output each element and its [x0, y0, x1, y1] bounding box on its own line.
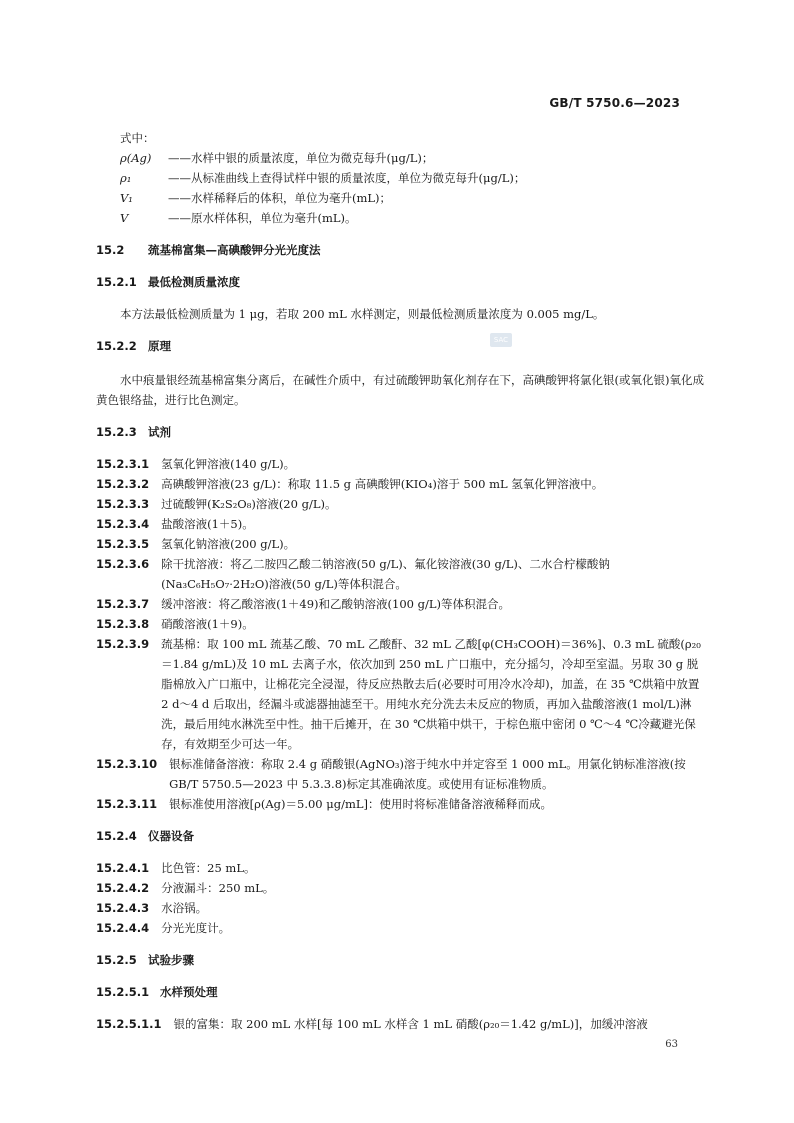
section-number: 15.2.1: [96, 275, 137, 289]
item-number: 15.2.3.6: [96, 557, 150, 571]
reagent-item: [96, 534, 708, 554]
reagent-item: [96, 554, 708, 594]
item-text: 氢氧化钾溶液(140 g/L)。: [161, 457, 296, 471]
item-number: 15.2.4.4: [96, 921, 150, 935]
section-heading-15-2-5: [96, 950, 708, 970]
reagent-item: [96, 794, 708, 814]
formula-symbol: V₁: [120, 191, 133, 205]
item-text: 比色管：25 mL。: [161, 861, 256, 875]
formula-desc: ——原水样体积，单位为毫升(mL)。: [168, 211, 357, 225]
item-number: 15.2.3.7: [96, 597, 150, 611]
equipment-item: [96, 918, 708, 938]
item-number: 15.2.3.11: [96, 797, 158, 811]
item-number: 15.2.4.2: [96, 881, 150, 895]
formula-desc: ——从标准曲线上查得试样中银的质量浓度，单位为微克每升(μg/L)；: [168, 171, 526, 185]
section-title: 巯基棉富集—高碘酸钾分光光度法: [148, 243, 321, 257]
equipment-item: [96, 878, 708, 898]
procedure-item: [96, 1014, 708, 1034]
item-number: 15.2.3.10: [96, 757, 158, 771]
item-number: 15.2.3.1: [96, 457, 150, 471]
formula-def-row: [96, 208, 708, 228]
item-number: 15.2.3.8: [96, 617, 150, 631]
item-number: 15.2.4.3: [96, 901, 150, 915]
item-text: 高碘酸钾溶液(23 g/L)：称取 11.5 g 高碘酸钾(KIO₄)溶于 500 mL 氢氧化钾溶液中。: [161, 477, 604, 491]
item-text: 盐酸溶液(1＋5)。: [161, 517, 254, 531]
formula-symbol: ρ₁: [120, 171, 132, 185]
section-heading-15-2-2: [96, 336, 708, 356]
item-number: 15.2.3.5: [96, 537, 150, 551]
reagent-item: [96, 614, 708, 634]
reagent-item: [96, 754, 708, 794]
formula-def-row: [96, 188, 708, 208]
section-number: 15.2: [96, 243, 125, 257]
item-text: 除干扰溶液：将乙二胺四乙酸二钠溶液(50 g/L)、氟化铵溶液(30 g/L)、二水合柠檬酸钠(Na₃C₆H₅O₇·2H₂O)溶液(50 g/L)等体积混合。: [161, 557, 610, 591]
item-number: 15.2.3.9: [96, 637, 150, 651]
section-number: 15.2.3: [96, 425, 137, 439]
item-text: 氢氧化钠溶液(200 g/L)。: [161, 537, 296, 551]
section-number: 15.2.4: [96, 829, 137, 843]
section-heading-15-2-3: [96, 422, 708, 442]
section-number: 15.2.5.1: [96, 985, 150, 999]
reagent-item: [96, 634, 708, 754]
item-text: 分光光度计。: [161, 921, 231, 935]
section-number: 15.2.2: [96, 339, 137, 353]
detection-limit-text: 本方法最低检测质量为 1 μg，若取 200 mL 水样测定，则最低检测质量浓度为 0.005 mg/L。: [120, 307, 605, 321]
item-text: 硝酸溶液(1＋9)。: [161, 617, 254, 631]
formula-intro: 式中：: [120, 131, 155, 145]
page-content: [96, 128, 708, 1034]
section-number: 15.2.5: [96, 953, 137, 967]
item-number: 15.2.3.3: [96, 497, 150, 511]
formula-desc: ——水样中银的质量浓度，单位为微克每升(μg/L)；: [168, 151, 434, 165]
item-text: 银标准使用溶液[ρ(Ag)＝5.00 μg/mL]：使用时将标准储备溶液稀释而成。: [169, 797, 553, 811]
watermark-logo: SAC: [490, 333, 512, 347]
standard-number: GB/T 5750.6—2023: [549, 96, 680, 110]
item-number: 15.2.3.2: [96, 477, 150, 491]
section-heading-15-2-5-1: [96, 982, 708, 1002]
reagent-item: [96, 454, 708, 474]
reagent-item: [96, 494, 708, 514]
section-heading-15-2-1: [96, 272, 708, 292]
item-text: 过硫酸钾(K₂S₂O₈)溶液(20 g/L)。: [161, 497, 337, 511]
section-title: 最低检测质量浓度: [148, 275, 240, 289]
page-number: 63: [665, 1039, 678, 1050]
section-title: 试验步骤: [148, 953, 194, 967]
principle-text: 水中痕量银经巯基棉富集分离后，在碱性介质中，有过硫酸钾助氧化剂存在下，高碘酸钾将氯化银(或氧化银)氧化成黄色银络盐，进行比色测定。: [96, 373, 704, 407]
item-number: 15.2.4.1: [96, 861, 150, 875]
reagent-item: [96, 474, 708, 494]
equipment-item: [96, 858, 708, 878]
item-text: 缓冲溶液：将乙酸溶液(1＋49)和乙酸钠溶液(100 g/L)等体积混合。: [161, 597, 510, 611]
reagent-item: [96, 514, 708, 534]
item-text: 巯基棉：取 100 mL 巯基乙酸、70 mL 乙酸酐、32 mL 乙酸[φ(CH₃COOH)＝36%]、0.3 mL 硫酸(ρ₂₀＝1.84 g/mL)及 10 mL 去离子水，依次加到 250 mL 广口瓶中，充分摇匀，冷却至室温。另取 30 g 脱脂棉放入广口瓶中，让棉花完全浸湿，待反应热散去后(必要时可用冷水冷却)，加盖，在 35 ℃烘箱中放置 2 d～4 d 后取出，经漏斗或滤器抽滤至干。用纯水充分洗去未反应的物质，再加入盐酸溶液(1 mol/L)淋洗，最后用纯水淋洗至中性。抽干后摊开，在 30 ℃烘箱中烘干，于棕色瓶中密闭 0 ℃～4 ℃冷藏避光保存，有效期至少可达一年。: [161, 637, 701, 751]
formula-desc: ——水样稀释后的体积，单位为毫升(mL)；: [168, 191, 392, 205]
section-title: 仪器设备: [148, 829, 194, 843]
item-text: 水浴锅。: [161, 901, 208, 915]
formula-symbol: ρ(Ag): [120, 151, 152, 165]
item-text: 分液漏斗：250 mL。: [161, 881, 275, 895]
reagent-item: [96, 594, 708, 614]
item-text: 银标准储备溶液：称取 2.4 g 硝酸银(AgNO₃)溶于纯水中并定容至 1 000 mL。用氯化钠标准溶液(按 GB/T 5750.5—2023 中 5.3.3.8)标定其准确浓度。或使用有证标准物质。: [169, 757, 686, 791]
section-heading-15-2-4: [96, 826, 708, 846]
formula-def-row: [96, 148, 708, 168]
item-text: 银的富集：取 200 mL 水样[每 100 mL 水样含 1 mL 硝酸(ρ₂₀＝1.42 g/mL)]，加缓冲溶液: [173, 1017, 648, 1031]
formula-symbol: V: [120, 211, 129, 225]
formula-def-row: [96, 168, 708, 188]
section-title: 原理: [148, 339, 171, 353]
section-title: 试剂: [148, 425, 171, 439]
section-heading-15-2: [96, 240, 708, 260]
item-number: 15.2.3.4: [96, 517, 150, 531]
section-title: 水样预处理: [160, 985, 218, 999]
item-number: 15.2.5.1.1: [96, 1017, 162, 1031]
equipment-item: [96, 898, 708, 918]
